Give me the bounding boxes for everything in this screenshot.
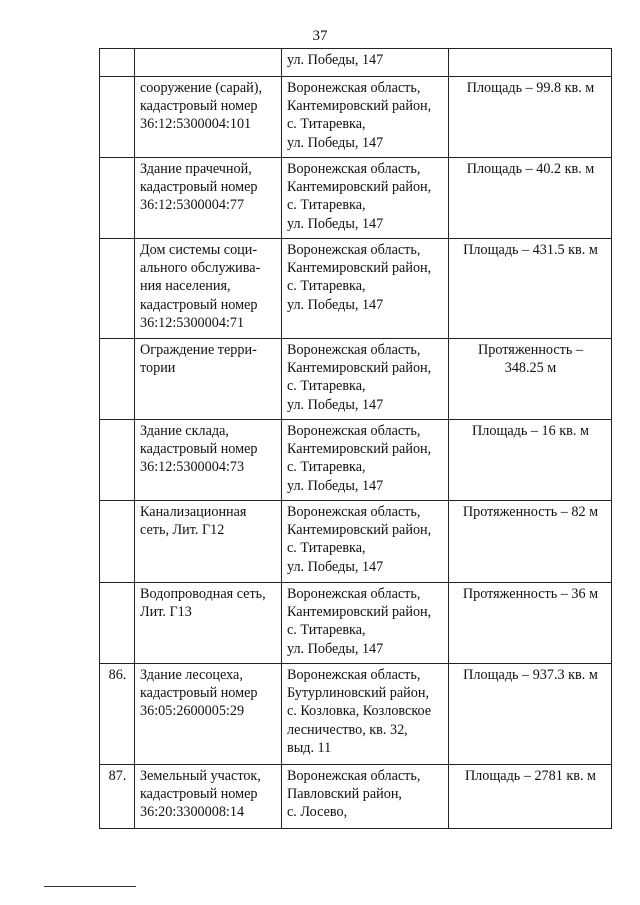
- table-row: [100, 49, 612, 77]
- row-number-cell: [100, 239, 135, 339]
- table-row: [100, 664, 612, 765]
- object-name-cell: Канализационная сеть, Лит. Г12: [135, 501, 282, 583]
- table-row: [100, 583, 612, 664]
- object-name-cell: Водопроводная сеть, Лит. Г13: [135, 583, 282, 664]
- table-row: [100, 239, 612, 339]
- characteristic-cell: Площадь – 431.5 кв. м: [449, 239, 612, 339]
- object-name-cell: Здание прачечной, кадастровый номер 36:12:5300004:77: [135, 158, 282, 239]
- table-row: [100, 339, 612, 420]
- row-number-cell: 86.: [100, 664, 135, 765]
- object-name-cell: Здание склада, кадастровый номер 36:12:5300004:73: [135, 420, 282, 501]
- object-name-cell: сооружение (сарай), кадастровый номер 36:12:5300004:101: [135, 77, 282, 158]
- characteristic-cell: Протяженность – 36 м: [449, 583, 612, 664]
- address-cell: Воронежская область, Кантемировский район, с. Титаревка, ул. Победы, 147: [282, 77, 449, 158]
- property-table: [99, 48, 612, 829]
- object-name-cell: [135, 49, 282, 77]
- object-name-cell: Ограждение терри- тории: [135, 339, 282, 420]
- characteristic-cell: Площадь – 2781 кв. м: [449, 765, 612, 829]
- object-name-cell: Здание лесоцеха, кадастровый номер 36:05:2600005:29: [135, 664, 282, 765]
- row-number-cell: [100, 158, 135, 239]
- characteristic-cell: Площадь – 16 кв. м: [449, 420, 612, 501]
- address-cell: Воронежская область, Кантемировский район, с. Титаревка, ул. Победы, 147: [282, 339, 449, 420]
- characteristic-cell: [449, 49, 612, 77]
- page-number: 37: [312, 28, 328, 44]
- property-table-body: [100, 49, 612, 829]
- object-name-cell: Дом системы соци- ального обслужива- ния населения, кадастровый номер 36:12:5300004:71: [135, 239, 282, 339]
- characteristic-cell: Площадь – 937.3 кв. м: [449, 664, 612, 765]
- address-cell: Воронежская область, Кантемировский район, с. Титаревка, ул. Победы, 147: [282, 158, 449, 239]
- address-cell: Воронежская область, Кантемировский район, с. Титаревка, ул. Победы, 147: [282, 583, 449, 664]
- object-name-cell: Земельный участок, кадастровый номер 36:20:3300008:14: [135, 765, 282, 829]
- row-number-cell: [100, 583, 135, 664]
- row-number-cell: [100, 77, 135, 158]
- footnote-separator: [44, 886, 136, 887]
- row-number-cell: 87.: [100, 765, 135, 829]
- address-cell: Воронежская область, Кантемировский район, с. Титаревка, ул. Победы, 147: [282, 501, 449, 583]
- table-row: [100, 158, 612, 239]
- table-row: [100, 420, 612, 501]
- row-number-cell: [100, 501, 135, 583]
- table-row: [100, 765, 612, 829]
- row-number-cell: [100, 420, 135, 501]
- table-row: [100, 501, 612, 583]
- address-cell: Воронежская область, Кантемировский район, с. Титаревка, ул. Победы, 147: [282, 239, 449, 339]
- row-number-cell: [100, 339, 135, 420]
- address-cell: Воронежская область, Бутурлиновский район, с. Козловка, Козловское лесничество, кв. 32, выд. 11: [282, 664, 449, 765]
- address-cell: Воронежская область, Кантемировский район, с. Титаревка, ул. Победы, 147: [282, 420, 449, 501]
- table-row: [100, 77, 612, 158]
- address-cell: Воронежская область, Павловский район, с. Лосево,: [282, 765, 449, 829]
- characteristic-cell: Протяженность – 348.25 м: [449, 339, 612, 420]
- address-cell: ул. Победы, 147: [282, 49, 449, 77]
- characteristic-cell: Протяженность – 82 м: [449, 501, 612, 583]
- characteristic-cell: Площадь – 99.8 кв. м: [449, 77, 612, 158]
- characteristic-cell: Площадь – 40.2 кв. м: [449, 158, 612, 239]
- row-number-cell: [100, 49, 135, 77]
